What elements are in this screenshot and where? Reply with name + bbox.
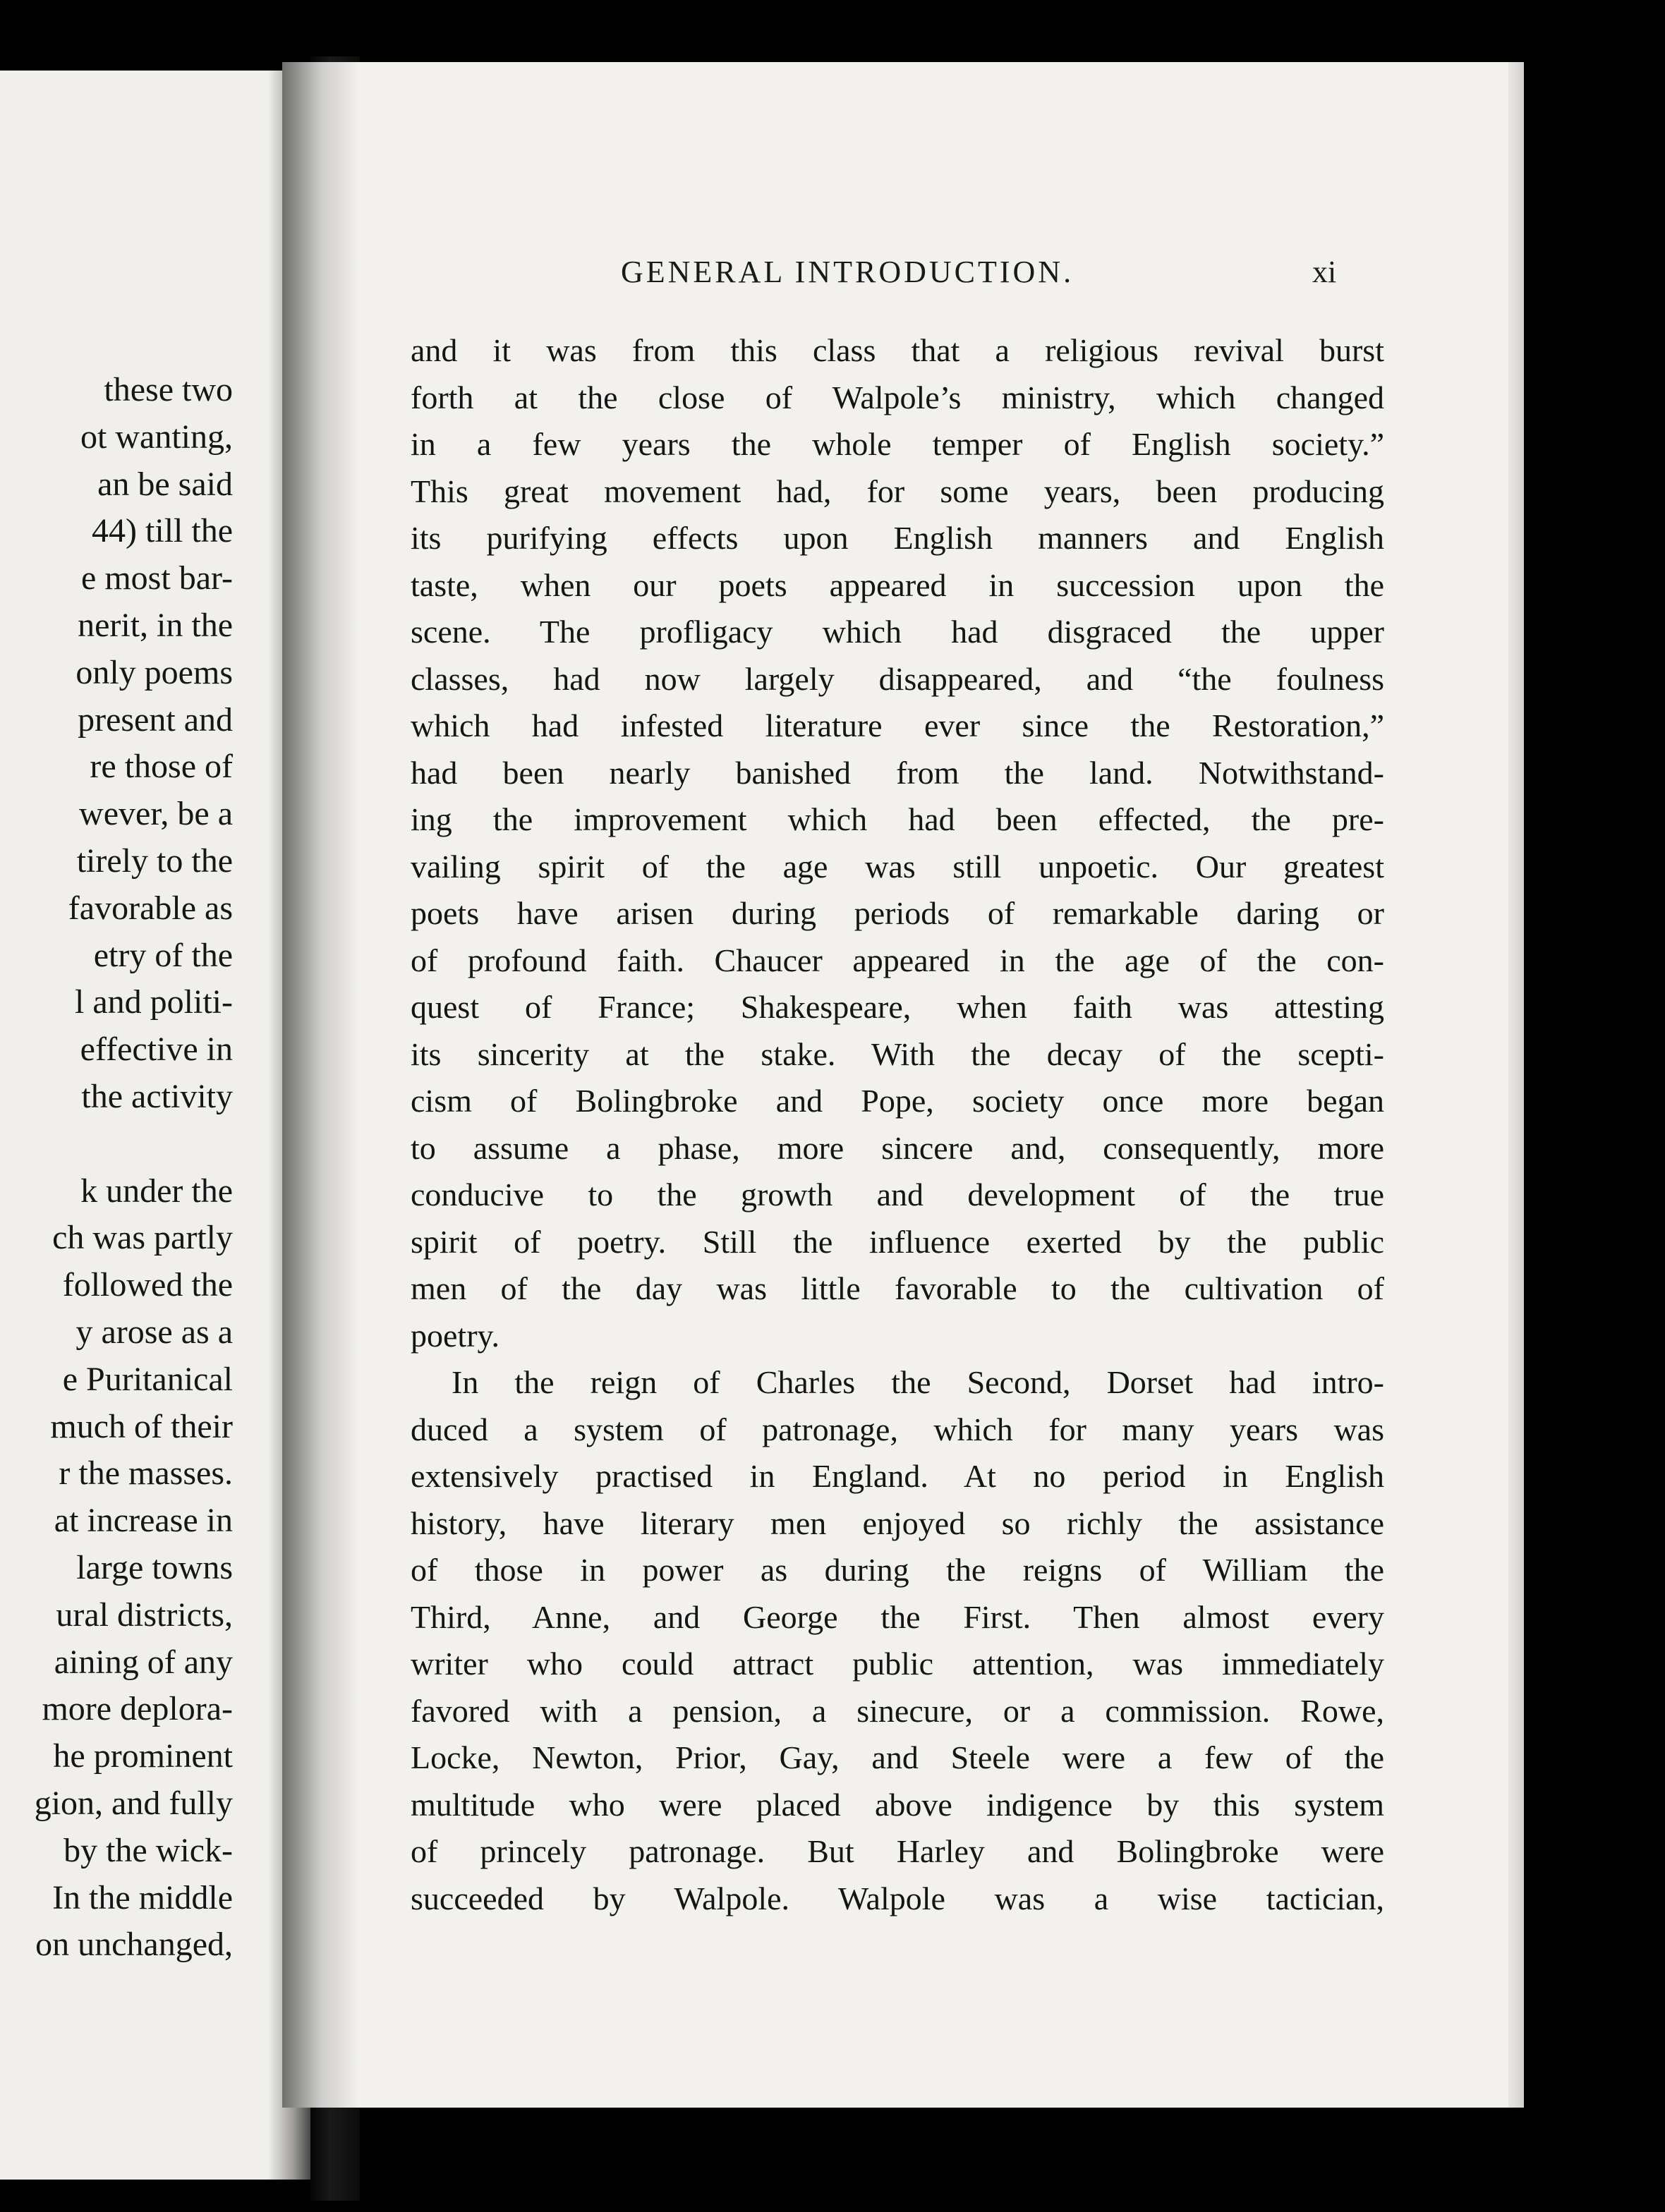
text-line: taste, when our poets appeared in succession upon the	[411, 566, 1384, 603]
text-line: which had infested literature ever since the Restoration,”	[411, 707, 1384, 743]
text-line: classes, had now largely disappeared, and “the foulness	[411, 660, 1384, 697]
left-line: e Puritanical	[62, 1360, 233, 1398]
text-line: multitude who were placed above indigence by this system	[411, 1786, 1384, 1823]
left-line: ural districts,	[56, 1596, 233, 1634]
left-page-text	[35, 367, 233, 1969]
left-line: k under the	[80, 1172, 233, 1210]
left-line: re those of	[90, 748, 233, 786]
left-line: an be said	[97, 465, 233, 503]
left-line: on unchanged,	[35, 1926, 233, 1964]
text-line: extensively practised in England. At no period in English	[411, 1458, 1384, 1494]
text-line: poetry.	[411, 1317, 500, 1354]
left-line: at increase in	[54, 1502, 233, 1540]
left-line: much of their	[50, 1407, 233, 1445]
left-line: more deplora-	[42, 1690, 233, 1728]
body-text	[411, 327, 1384, 1922]
left-line: r the masses.	[59, 1454, 233, 1493]
right-page	[282, 62, 1524, 2108]
text-line: to assume a phase, more sincere and, consequently, more	[411, 1129, 1384, 1166]
text-line: of profound faith. Chaucer appeared in the age of the con-	[411, 942, 1384, 978]
left-line: large towns	[76, 1548, 233, 1586]
left-line: ot wanting,	[80, 418, 233, 456]
left-line-gap	[35, 1121, 233, 1168]
left-line: y arose as a	[75, 1313, 233, 1351]
text-line: poets have arisen during periods of remarkable daring or	[411, 895, 1384, 931]
text-line: men of the day was little favorable to the cultivation of	[411, 1270, 1384, 1306]
text-line: had been nearly banished from the land. Notwithstand-	[411, 754, 1384, 791]
left-page	[0, 71, 310, 2180]
text-line: cism of Bolingbroke and Pope, society once more began	[411, 1083, 1384, 1119]
text-line: favored with a pension, a sinecure, or a commission. Rowe,	[411, 1692, 1384, 1729]
text-line: of princely patronage. But Harley and Bolingbroke were	[411, 1833, 1384, 1869]
left-line: aining of any	[54, 1643, 233, 1681]
text-line: history, have literary men enjoyed so richly the assistance	[411, 1505, 1384, 1541]
left-line: l and politi-	[75, 983, 233, 1021]
text-line: ing the improvement which had been effected, the pre-	[411, 801, 1384, 837]
page-number: xi	[1312, 255, 1337, 289]
left-line: by the wick-	[63, 1831, 233, 1869]
running-head	[282, 254, 1524, 296]
left-line: these two	[104, 371, 233, 408]
text-line: conducive to the growth and development of the true	[411, 1177, 1384, 1213]
left-line: 44) till the	[92, 512, 233, 550]
left-line: the activity	[81, 1077, 233, 1115]
text-line: duced a system of patronage, which for many years was	[411, 1411, 1384, 1447]
text-line: its sincerity at the stake. With the decay of the scepti-	[411, 1035, 1384, 1072]
left-line: followed the	[62, 1266, 233, 1304]
left-line: etry of the	[93, 936, 233, 974]
text-line: of those in power as during the reigns of William the	[411, 1552, 1384, 1588]
paragraph-start-line: In the reign of Charles the Second, Dorset had intro-	[452, 1364, 1384, 1400]
text-line: vailing spirit of the age was still unpoetic. Our greatest	[411, 848, 1384, 885]
left-line: only poems	[75, 653, 233, 691]
text-line: its purifying effects upon English manners and English	[411, 520, 1384, 556]
text-line: succeeded by Walpole. Walpole was a wise tactician,	[411, 1880, 1384, 1916]
text-line: This great movement had, for some years, been producing	[411, 473, 1384, 509]
left-line: ch was partly	[52, 1219, 233, 1257]
left-line: gion, and fully	[34, 1784, 233, 1822]
left-line: In the middle	[52, 1878, 233, 1916]
text-line: scene. The profligacy which had disgraced the upper	[411, 614, 1384, 650]
text-line: in a few years the whole temper of English society.”	[411, 426, 1384, 462]
left-line: he prominent	[53, 1737, 233, 1775]
running-title: GENERAL INTRODUCTION.	[621, 255, 1074, 289]
text-line: Locke, Newton, Prior, Gay, and Steele were a few of the	[411, 1739, 1384, 1775]
text-line: quest of France; Shakespeare, when faith was attesting	[411, 989, 1384, 1025]
left-line: tirely to the	[76, 841, 233, 880]
text-line: spirit of poetry. Still the influence exerted by the public	[411, 1223, 1384, 1260]
text-line: and it was from this class that a religious revival burst	[411, 332, 1384, 368]
left-line: e most bar-	[81, 559, 233, 597]
left-line: favorable as	[68, 889, 233, 927]
left-line: effective in	[80, 1031, 233, 1069]
text-line: Third, Anne, and George the First. Then almost every	[411, 1598, 1384, 1635]
left-line: wever, be a	[79, 795, 233, 833]
left-line: present and	[78, 700, 233, 739]
text-line: writer who could attract public attention, was immediately	[411, 1646, 1384, 1682]
text-line: forth at the close of Walpole’s ministry, which changed	[411, 379, 1384, 415]
left-line: nerit, in the	[78, 606, 233, 644]
page-edge	[1508, 62, 1524, 2108]
